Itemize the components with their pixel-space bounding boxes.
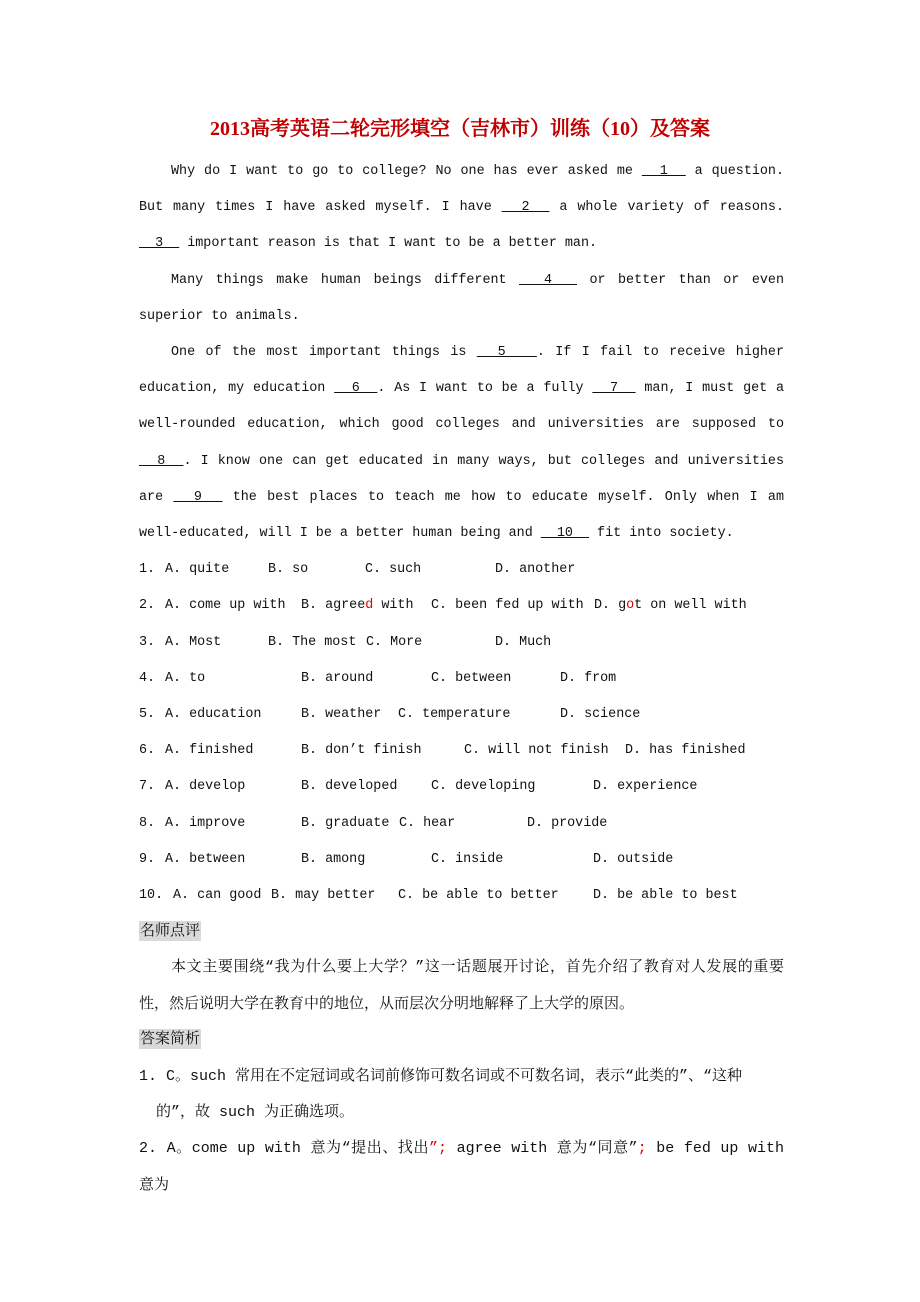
text: a whole variety of reasons. bbox=[549, 200, 784, 216]
text: . If I fail to receive higher education, my education bbox=[139, 345, 784, 397]
answer-1-line-1: 1. C。such 常用在不定冠词或名词前修饰可数名词或不可数名词，表示“此类的”、“这种 bbox=[139, 1067, 743, 1085]
text: fit into society. bbox=[589, 526, 734, 542]
option-text: around bbox=[325, 670, 374, 686]
option-c bbox=[399, 806, 455, 842]
option-text: finished bbox=[189, 743, 254, 759]
option-text: science bbox=[584, 706, 641, 722]
blank-9: 9 bbox=[173, 489, 223, 505]
option-text: More bbox=[390, 634, 423, 650]
question-2 bbox=[139, 588, 784, 624]
blank-6: 6 bbox=[334, 381, 378, 397]
option-c bbox=[398, 697, 510, 733]
option-text: can good bbox=[197, 887, 262, 903]
option-a bbox=[165, 588, 286, 624]
blank-1: 1 bbox=[641, 164, 686, 179]
option-c bbox=[464, 733, 609, 769]
option-text: The most bbox=[292, 634, 357, 650]
option-b bbox=[268, 552, 308, 588]
option-letter: C. bbox=[398, 706, 415, 722]
option-text: agree bbox=[325, 598, 366, 614]
answers-label: 答案简析 bbox=[140, 1031, 201, 1048]
option-letter: C. bbox=[398, 887, 415, 903]
option-c bbox=[431, 661, 511, 697]
option-text: outside bbox=[617, 851, 674, 867]
option-text: from bbox=[584, 670, 617, 686]
option-b bbox=[301, 842, 365, 878]
option-b bbox=[301, 769, 397, 805]
option-letter: A. bbox=[165, 815, 182, 831]
option-c bbox=[365, 552, 421, 588]
option-c bbox=[431, 769, 535, 805]
highlight-text: o bbox=[626, 598, 635, 614]
option-c bbox=[398, 878, 559, 914]
option-d bbox=[593, 769, 697, 805]
blank-4: 4 bbox=[519, 272, 577, 288]
option-letter: A. bbox=[165, 670, 182, 686]
option-c bbox=[366, 625, 422, 661]
question-7 bbox=[139, 769, 784, 805]
question-1 bbox=[139, 552, 784, 588]
passage-paragraph-1 bbox=[139, 154, 784, 263]
option-b bbox=[301, 733, 422, 769]
option-a bbox=[165, 806, 245, 842]
option-text: hear bbox=[423, 815, 456, 831]
option-letter: C. bbox=[464, 743, 481, 759]
option-a bbox=[165, 625, 221, 661]
option-letter: C. bbox=[431, 598, 448, 614]
option-d bbox=[593, 878, 738, 914]
text: a question. But many times I have asked myself. I have bbox=[139, 164, 784, 216]
option-d bbox=[495, 552, 575, 588]
option-c bbox=[431, 842, 503, 878]
question-number: 4. bbox=[139, 670, 156, 686]
question-10 bbox=[139, 878, 784, 914]
option-a bbox=[165, 661, 205, 697]
option-letter: A. bbox=[165, 562, 182, 578]
highlight-text: d bbox=[365, 598, 374, 614]
option-letter: B. bbox=[301, 743, 318, 759]
option-a bbox=[165, 552, 229, 588]
option-text: may better bbox=[295, 887, 376, 903]
option-text: such bbox=[389, 562, 422, 578]
option-text: inside bbox=[455, 851, 504, 867]
option-text: another bbox=[519, 562, 576, 578]
option-letter: B. bbox=[301, 670, 318, 686]
document-title: 2013高考英语二轮完形填空（吉林市）训练（10）及答案 bbox=[210, 118, 710, 140]
question-number: 1. bbox=[139, 562, 156, 578]
option-b bbox=[268, 625, 356, 661]
question-number: 5. bbox=[139, 706, 156, 722]
option-text: quite bbox=[189, 562, 230, 578]
question-9 bbox=[139, 842, 784, 878]
option-letter: A. bbox=[165, 743, 182, 759]
option-text: between bbox=[189, 851, 246, 867]
option-b bbox=[301, 661, 373, 697]
option-letter: A. bbox=[165, 634, 182, 650]
text: . As I want to be a fully bbox=[377, 381, 593, 397]
question-4 bbox=[139, 661, 784, 697]
option-d bbox=[625, 733, 746, 769]
option-letter: D. bbox=[560, 706, 577, 722]
question-number: 7. bbox=[139, 779, 156, 795]
option-a bbox=[165, 697, 261, 733]
blank-2: 2 bbox=[501, 200, 550, 216]
option-letter: D. bbox=[625, 743, 642, 759]
option-letter: B. bbox=[301, 598, 318, 614]
question-number: 9. bbox=[139, 851, 156, 867]
answers-label-line bbox=[139, 1023, 784, 1059]
blank-3: 3 bbox=[139, 236, 180, 252]
blank-8: 8 bbox=[139, 453, 184, 469]
text: Many things make human beings different bbox=[171, 272, 520, 288]
option-text: experience bbox=[617, 779, 698, 795]
blank-5: 5 bbox=[476, 345, 537, 361]
option-b bbox=[301, 588, 414, 624]
option-d bbox=[594, 588, 747, 624]
question-list bbox=[139, 552, 784, 914]
option-letter: D. bbox=[593, 887, 610, 903]
review-label: 名师点评 bbox=[140, 922, 201, 939]
option-text: has finished bbox=[649, 743, 746, 759]
option-text: will not finish bbox=[488, 743, 609, 759]
option-letter: C. bbox=[431, 779, 448, 795]
option-text: developed bbox=[325, 779, 398, 795]
answer-2 bbox=[139, 1131, 784, 1203]
option-letter: B. bbox=[268, 562, 285, 578]
text: One of the most important things is bbox=[171, 345, 477, 361]
text: the best places to teach me how to educate myself. Only when I am well-educated, will I be a better human being and bbox=[139, 489, 784, 542]
option-d bbox=[560, 697, 640, 733]
option-letter: D. bbox=[594, 598, 611, 614]
option-text: provide bbox=[551, 815, 608, 831]
option-letter: D. bbox=[495, 562, 512, 578]
option-text: don’t finish bbox=[325, 743, 422, 759]
option-text: temperature bbox=[422, 706, 511, 722]
option-d bbox=[527, 806, 607, 842]
option-text: be able to better bbox=[422, 887, 559, 903]
option-letter: B. bbox=[301, 706, 318, 722]
option-letter: C. bbox=[365, 562, 382, 578]
option-letter: B. bbox=[301, 815, 318, 831]
option-text: been fed up with bbox=[455, 598, 584, 614]
review-text: 本文主要围绕“我为什么要上大学？”这一话题展开讨论，首先介绍了教育对人发展的重要性，然后说明大学在教育中的地位，从而层次分明地解释了上大学的原因。 bbox=[139, 959, 784, 1013]
option-text: so bbox=[292, 562, 309, 578]
question-3 bbox=[139, 625, 784, 661]
option-text: Much bbox=[519, 634, 552, 650]
option-b bbox=[301, 806, 389, 842]
option-letter: D. bbox=[527, 815, 544, 831]
blank-10: 10 bbox=[540, 526, 590, 542]
text: Why do I want to go to college? No one has ever asked me bbox=[171, 164, 642, 179]
option-text: developing bbox=[455, 779, 536, 795]
text: 2. A。come up with 意为“提出、找出 bbox=[139, 1140, 430, 1158]
option-letter: D. bbox=[495, 634, 512, 650]
passage-paragraph-3 bbox=[139, 335, 784, 552]
question-5 bbox=[139, 697, 784, 733]
option-letter: D. bbox=[593, 779, 610, 795]
option-letter: C. bbox=[366, 634, 383, 650]
text: . I know one can get educated in many ways, but colleges and universities are bbox=[139, 453, 784, 505]
option-text: be able to best bbox=[617, 887, 738, 903]
option-text: education bbox=[189, 706, 262, 722]
option-letter: A. bbox=[165, 706, 182, 722]
option-text: graduate bbox=[325, 815, 390, 831]
option-a bbox=[165, 842, 245, 878]
option-letter: D. bbox=[560, 670, 577, 686]
option-letter: B. bbox=[301, 851, 318, 867]
option-a bbox=[165, 733, 253, 769]
option-letter: C. bbox=[399, 815, 416, 831]
option-text: g bbox=[618, 598, 627, 614]
passage-paragraph-2 bbox=[139, 263, 784, 335]
question-6 bbox=[139, 733, 784, 769]
option-text: Most bbox=[189, 634, 222, 650]
option-letter: B. bbox=[271, 887, 288, 903]
option-text: t on well with bbox=[634, 598, 747, 614]
option-text: improve bbox=[189, 815, 246, 831]
option-letter: A. bbox=[165, 598, 182, 614]
answer-1-line-2: 的”，故 such 为正确选项。 bbox=[156, 1104, 355, 1122]
question-8 bbox=[139, 806, 784, 842]
option-text: weather bbox=[325, 706, 382, 722]
text: or better than or even superior to animals. bbox=[139, 272, 784, 324]
highlight-text: ; bbox=[637, 1140, 647, 1158]
question-number: 3. bbox=[139, 634, 156, 650]
option-a bbox=[165, 769, 245, 805]
question-number: 2. bbox=[139, 598, 156, 614]
option-d bbox=[495, 625, 551, 661]
option-text: with bbox=[373, 598, 414, 614]
highlight-text: ”; bbox=[429, 1140, 448, 1158]
text: be fed up with 意为 bbox=[139, 1140, 784, 1194]
document-body bbox=[139, 154, 784, 1204]
review-label-line bbox=[139, 914, 784, 950]
question-number: 10. bbox=[139, 887, 164, 903]
option-text: develop bbox=[189, 779, 246, 795]
option-letter: A. bbox=[165, 779, 182, 795]
text: important reason is that I want to be a better man. bbox=[179, 236, 598, 252]
text: man, I must get a well-rounded education, which good colleges and universities are supposed to bbox=[139, 381, 785, 433]
option-text: between bbox=[455, 670, 512, 686]
text: agree with 意为“同意” bbox=[447, 1140, 638, 1158]
option-text: among bbox=[325, 851, 366, 867]
option-letter: D. bbox=[593, 851, 610, 867]
option-a bbox=[173, 878, 261, 914]
option-letter: B. bbox=[301, 779, 318, 795]
question-number: 6. bbox=[139, 743, 156, 759]
option-letter: C. bbox=[431, 851, 448, 867]
option-d bbox=[560, 661, 616, 697]
option-b bbox=[271, 878, 375, 914]
option-letter: C. bbox=[431, 670, 448, 686]
blank-7: 7 bbox=[592, 381, 636, 397]
option-text: come up with bbox=[189, 598, 286, 614]
option-letter: A. bbox=[173, 887, 190, 903]
option-letter: A. bbox=[165, 851, 182, 867]
question-number: 8. bbox=[139, 815, 156, 831]
option-letter: B. bbox=[268, 634, 285, 650]
option-c bbox=[431, 588, 584, 624]
option-b bbox=[301, 697, 381, 733]
option-d bbox=[593, 842, 673, 878]
option-text: to bbox=[189, 670, 206, 686]
